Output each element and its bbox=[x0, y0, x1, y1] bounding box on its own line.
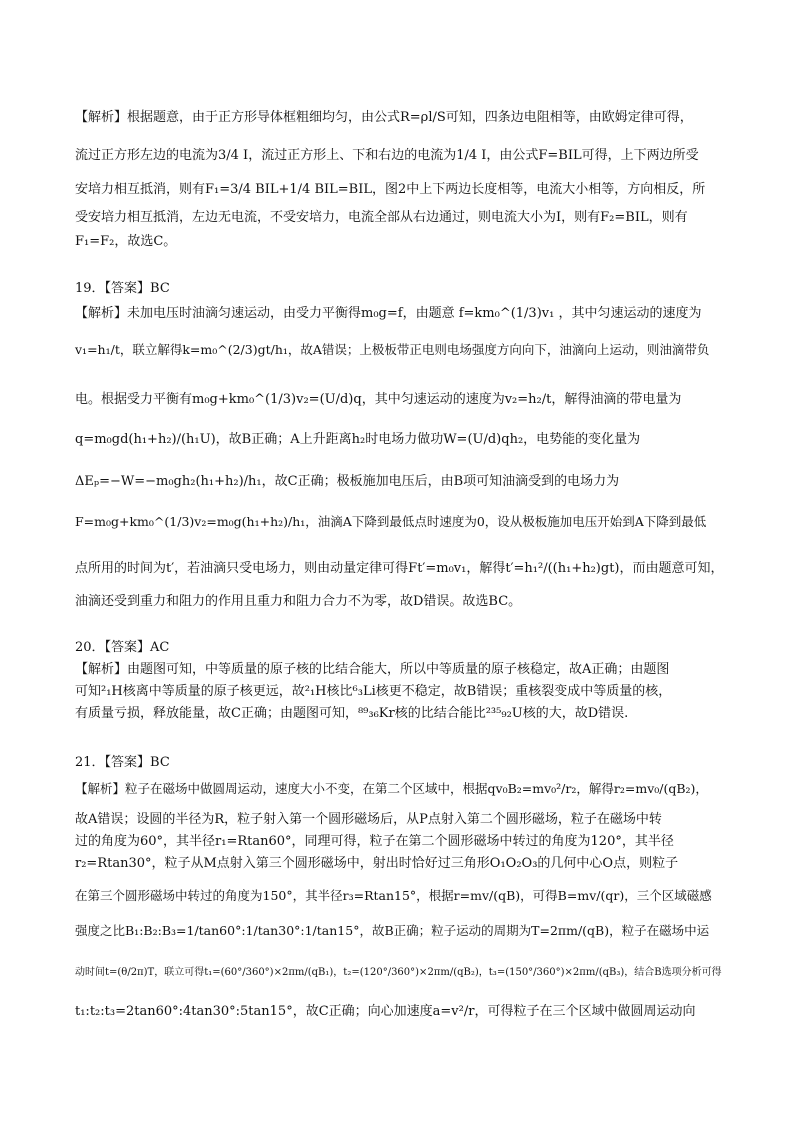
q18-line-3: 安培力相互抵消，则有F₁=3/4 BIL+1/4 BIL=BIL，图2中上下两边长度相等，电流大小相等，方向相反，所 bbox=[75, 182, 706, 197]
q21-heading: 21．【答案】BC bbox=[75, 755, 170, 770]
q18-line-5: F₁=F₂，故选C。 bbox=[75, 234, 177, 249]
q21-line-6: 强度之比B₁:B₂:B₃=1/tan60°:1/tan30°:1/tan15°，故B正确；粒子运动的周期为T=2πm/(qB)，粒子在磁场中运 bbox=[75, 923, 710, 938]
q21-line-8: t₁:t₂:t₃=2tan60°:4tan30°:5tan15°，故C正确；向心加速度a=v²/r，可得粒子在三个区域中做圆周运动向 bbox=[75, 1004, 696, 1019]
q18-line-1: 【解析】根据题意，由于正方形导体框粗细均匀，由公式R=ρl/S可知，四条边电阻相等，由欧姆定律可得， bbox=[75, 110, 693, 125]
q18-line-4: 受安培力相互抵消，左边无电流，不受安培力，电流全部从右边通过，则电流大小为I，则有F₂=BIL，则有 bbox=[75, 210, 688, 225]
q20-heading: 20．【答案】AC bbox=[75, 640, 170, 655]
q19-line-6: F=m₀g+km₀^(1/3)v₂=m₀g(h₁+h₂)/h₁，油滴A下降到最低点时速度为0，设从极板施加电压开始到A下降到最低 bbox=[75, 514, 707, 529]
q21-line-1: 【解析】粒子在磁场中做圆周运动，速度大小不变，在第二个区域中，根据qv₀B₂=mv₀²/r₂，解得r₂=mv₀/(qB₂)， bbox=[75, 781, 708, 796]
q20-line-2: 可知²₁H核离中等质量的原子核更远，故²₁H核比⁶₃Li核更不稳定，故B错误；重核裂变成中等质量的核， bbox=[75, 684, 672, 699]
q21-line-2: 故A错误；设圆的半径为R，粒子射入第一个圆形磁场后，从P点射入第二个圆形磁场，粒子在磁场中转 bbox=[75, 812, 662, 827]
q20-line-3: 有质量亏损，释放能量，故C正确；由题图可知，⁸⁹₃₆Kr核的比结合能比²³⁵₉₂U核的大，故D错误. bbox=[75, 706, 629, 721]
q21-line-7: 动时间t=(θ/2π)T，联立可得t₁=(60°/360°)×2πm/(qB₁)，t₂=(120°/360°)×2πm/(qB₂)，t₃=(150°/360°)×2πm/(qB₃)，结合B选项分析可得 bbox=[75, 967, 722, 978]
q19-heading: 19．【答案】BC bbox=[75, 281, 170, 296]
q18-line-2: 流过正方形左边的电流为3/4 I，流过正方形上、下和右边的电流为1/4 I，由公式F=BIL可得，上下两边所受 bbox=[75, 148, 699, 163]
q20-line-1: 【解析】由题图可知，中等质量的原子核的比结合能大，所以中等质量的原子核稳定，故A正确；由题图 bbox=[75, 662, 670, 677]
q19-line-3: 电。根据受力平衡有m₀g+km₀^(1/3)v₂=(U/d)q，其中匀速运动的速度为v₂=h₂/t，解得油滴的带电量为 bbox=[75, 392, 682, 407]
q19-line-7: 点所用的时间为t′，若油滴只受电场力，则由动量定律可得Ft′=m₀v₁，解得t′=h₁²/((h₁+h₂)gt)，而由题意可知， bbox=[75, 561, 724, 576]
q19-line-4: q=m₀gd(h₁+h₂)/(h₁U)，故B正确；A上升距离h₂时电场力做功W=(U/d)qh₂，电势能的变化量为 bbox=[75, 432, 641, 447]
q21-line-4: r₂=Rtan30°，粒子从M点射入第三个圆形磁场中，射出时恰好过三角形O₁O₂O₃的几何中心O点，则粒子 bbox=[75, 856, 679, 871]
q19-line-1: 【解析】未加电压时油滴匀速运动，由受力平衡得m₀g=f，由题意 f=km₀^(1/3)v₁ ，其中匀速运动的速度为 bbox=[75, 306, 702, 321]
q19-line-5: ΔEₚ=−W=−m₀gh₂(h₁+h₂)/h₁，故C正确；极板施加电压后，由B项可知油滴受到的电场力为 bbox=[75, 474, 620, 489]
q19-line-2: v₁=h₁/t，联立解得k=m₀^(2/3)gt/h₁，故A错误；上极板带正电则电场强度方向向下，油滴向上运动，则油滴带负 bbox=[75, 342, 710, 357]
q21-line-5: 在第三个圆形磁场中转过的角度为150°，其半径r₃=Rtan15°，根据r=mv/(qB)，可得B=mv/(qr)，三个区域磁感 bbox=[75, 888, 712, 903]
q19-line-8: 油滴还受到重力和阻力的作用且重力和阻力合力不为零，故D错误。故选BC。 bbox=[75, 594, 522, 609]
q21-line-3: 过的角度为60°，其半径r₁=Rtan60°，同理可得，粒子在第二个圆形磁场中转过的角度为120°，其半径 bbox=[75, 834, 674, 849]
